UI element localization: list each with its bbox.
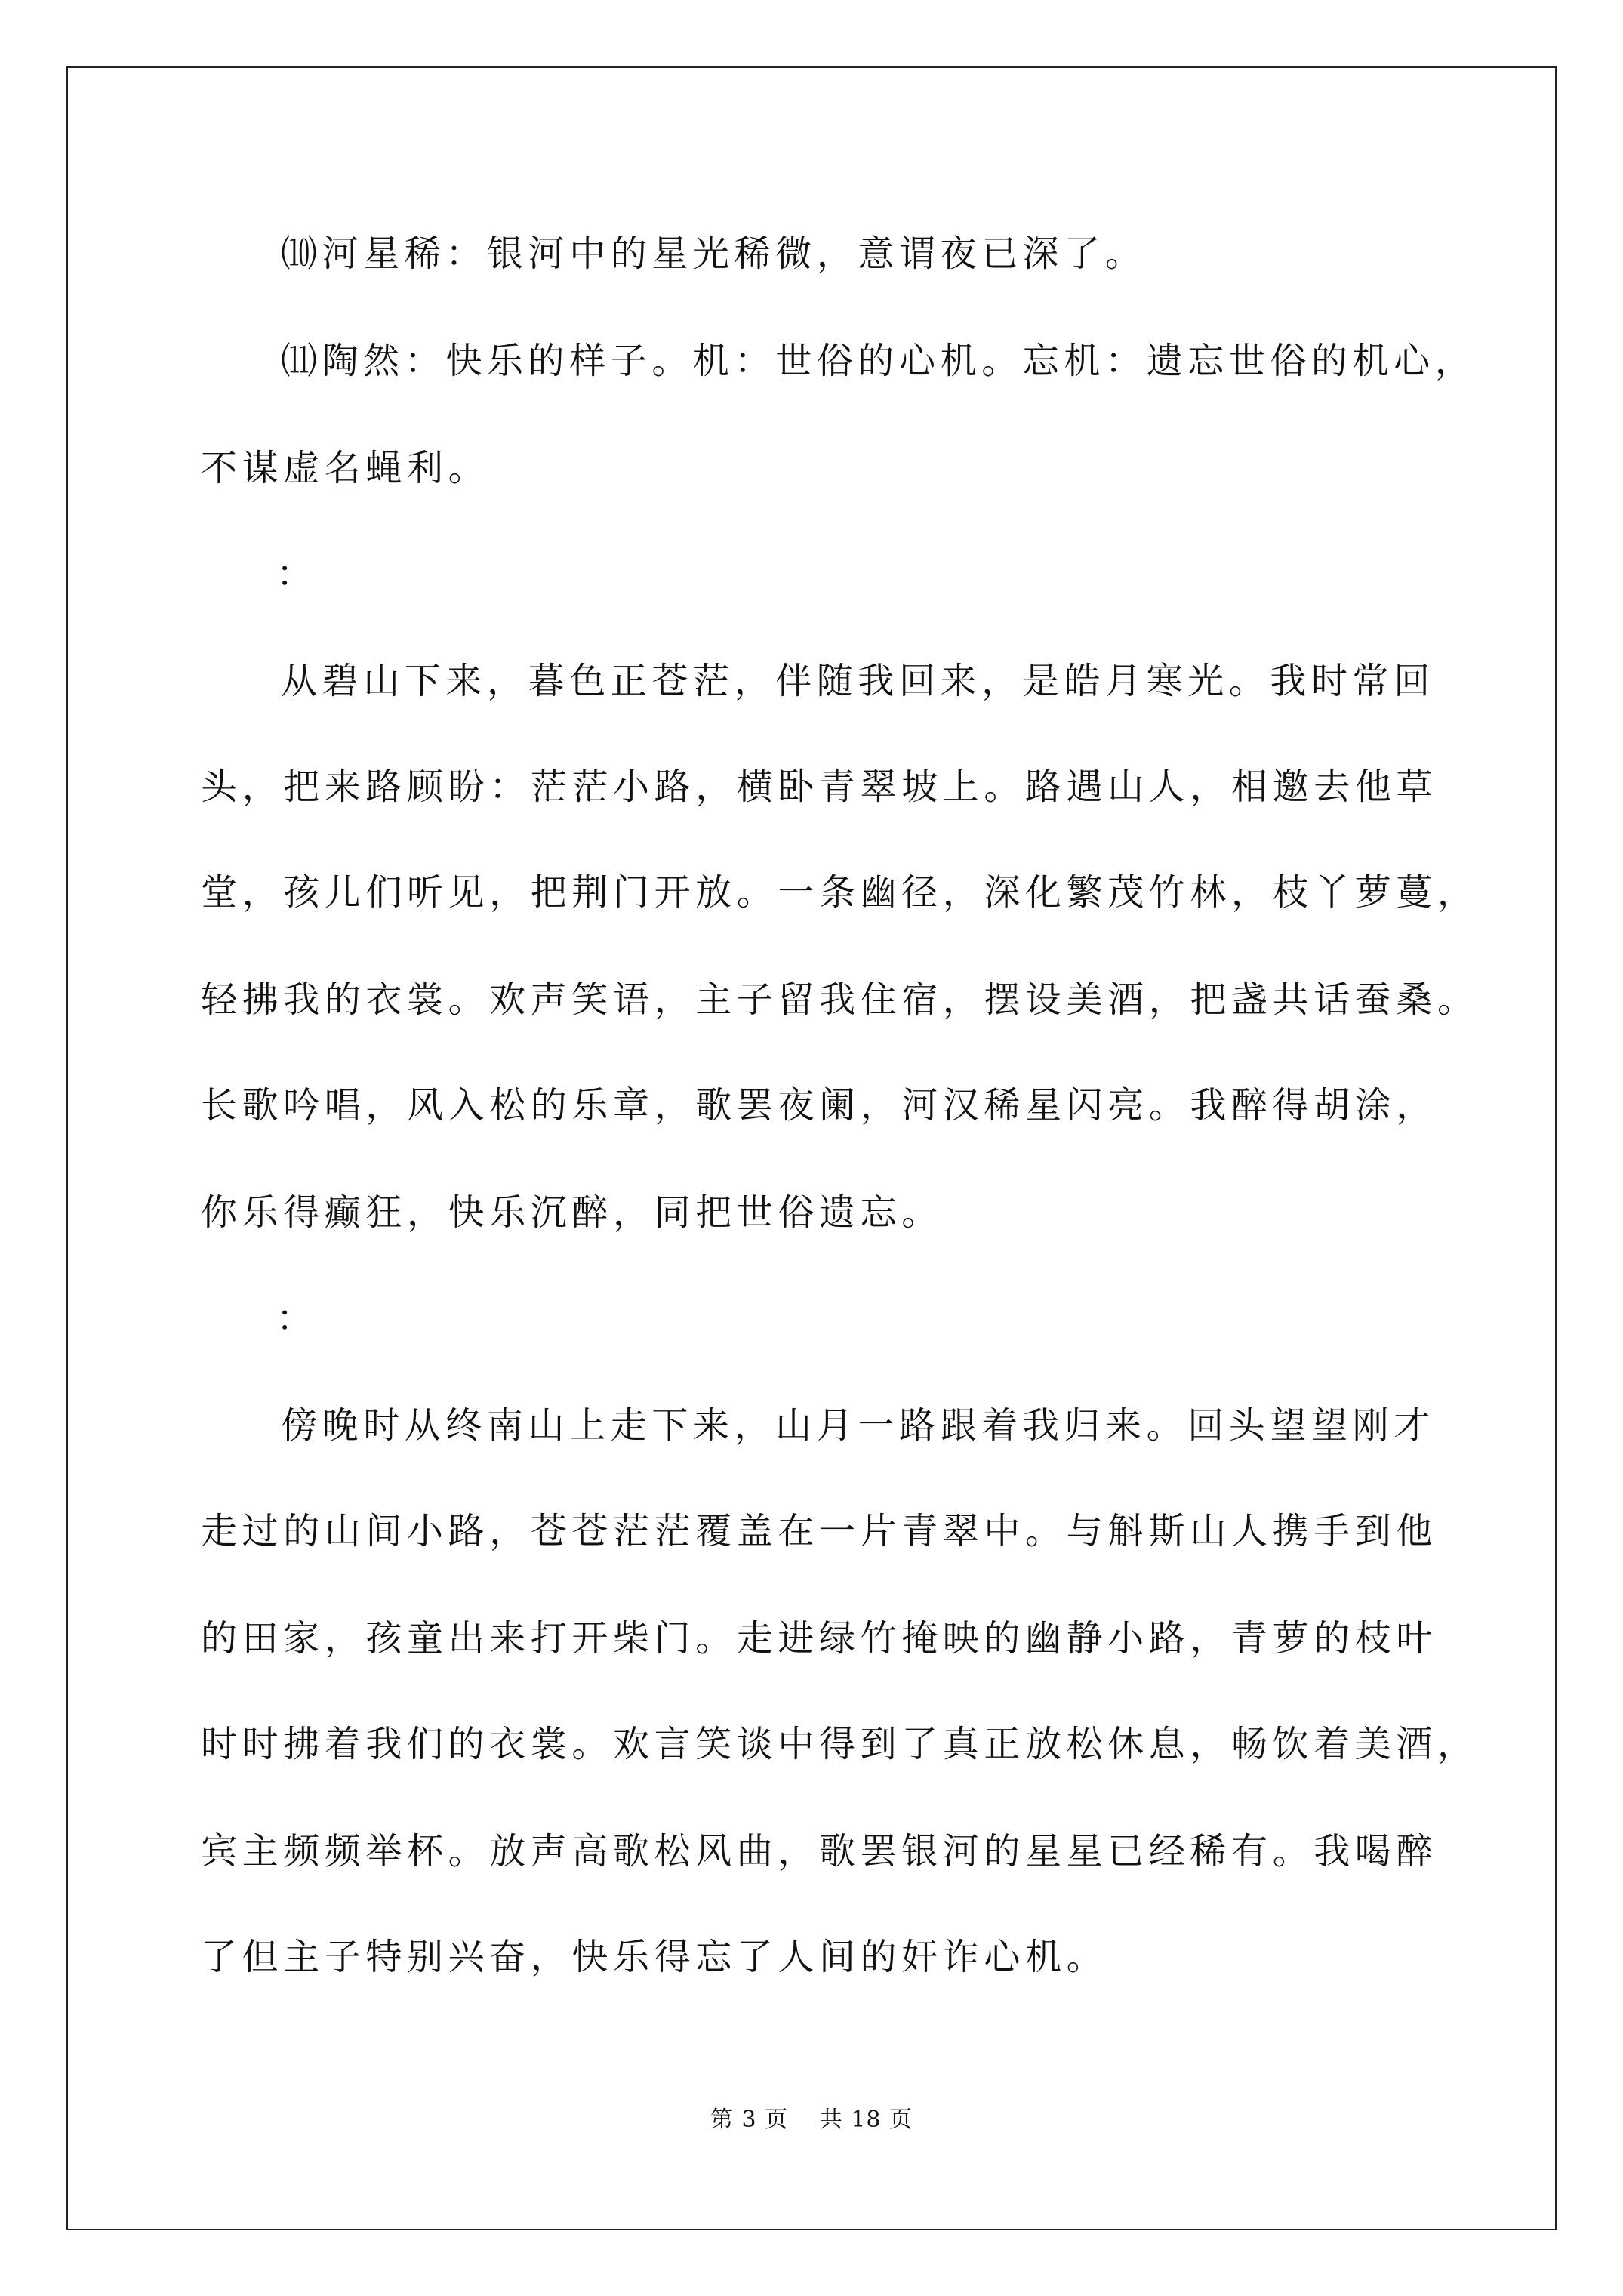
translation-1-line-4: 轻拂我的衣裳。欢声笑语，主子留我住宿，摆设美酒，把盏共话蚕桑。 (201, 978, 1479, 1021)
page-number-footer: 第 3 页 共 18 页 (710, 2106, 913, 2133)
note-line-11: ⑾陶然：快乐的样子。机：世俗的心机。忘机：遗忘世俗的机心， (281, 340, 1477, 382)
translation-1-line-3: 堂，孩儿们听见，把荆门开放。一条幽径，深化繁茂竹林，枝丫萝蔓， (201, 871, 1479, 914)
translation-2-line-5: 宾主频频举杯。放声高歌松风曲，歌罢银河的星星已经稀有。我喝醉 (201, 1830, 1438, 1872)
translation-2-line-6: 了但主子特别兴奋，快乐得忘了人间的奸诈心机。 (201, 1936, 1108, 1978)
translation-1-line-2: 头，把来路顾盼：茫茫小路，横卧青翠坡上。路遇山人，相邀去他草 (201, 766, 1438, 808)
page-border (66, 66, 1557, 2230)
note-line-11-cont: 不谋虚名蝇利。 (201, 447, 490, 489)
section-marker-1: ： (276, 553, 313, 595)
section-marker-2: ： (276, 1297, 313, 1339)
note-line-10: ⑽河星稀：银河中的星光稀微，意谓夜已深了。 (281, 233, 1147, 275)
translation-2-line-1: 傍晚时从终南山上走下来，山月一路跟着我归来。回头望望刚才 (281, 1404, 1435, 1447)
translation-2-line-3: 的田家，孩童出来打开柴门。走进绿竹掩映的幽静小路，青萝的枝叶 (201, 1617, 1438, 1660)
translation-2-line-4: 时时拂着我们的衣裳。欢言笑谈中得到了真正放松休息，畅饮着美酒， (201, 1723, 1479, 1765)
translation-1-line-5: 长歌吟唱，风入松的乐章，歌罢夜阑，河汉稀星闪亮。我醉得胡涂， (201, 1084, 1438, 1126)
translation-1-line-1: 从碧山下来，暮色正苍茫，伴随我回来，是皓月寒光。我时常回 (281, 660, 1435, 702)
translation-2-line-2: 走过的山间小路，苍苍茫茫覆盖在一片青翠中。与斛斯山人携手到他 (201, 1510, 1438, 1552)
translation-1-line-6: 你乐得癫狂，快乐沉醉，同把世俗遗忘。 (201, 1191, 943, 1234)
